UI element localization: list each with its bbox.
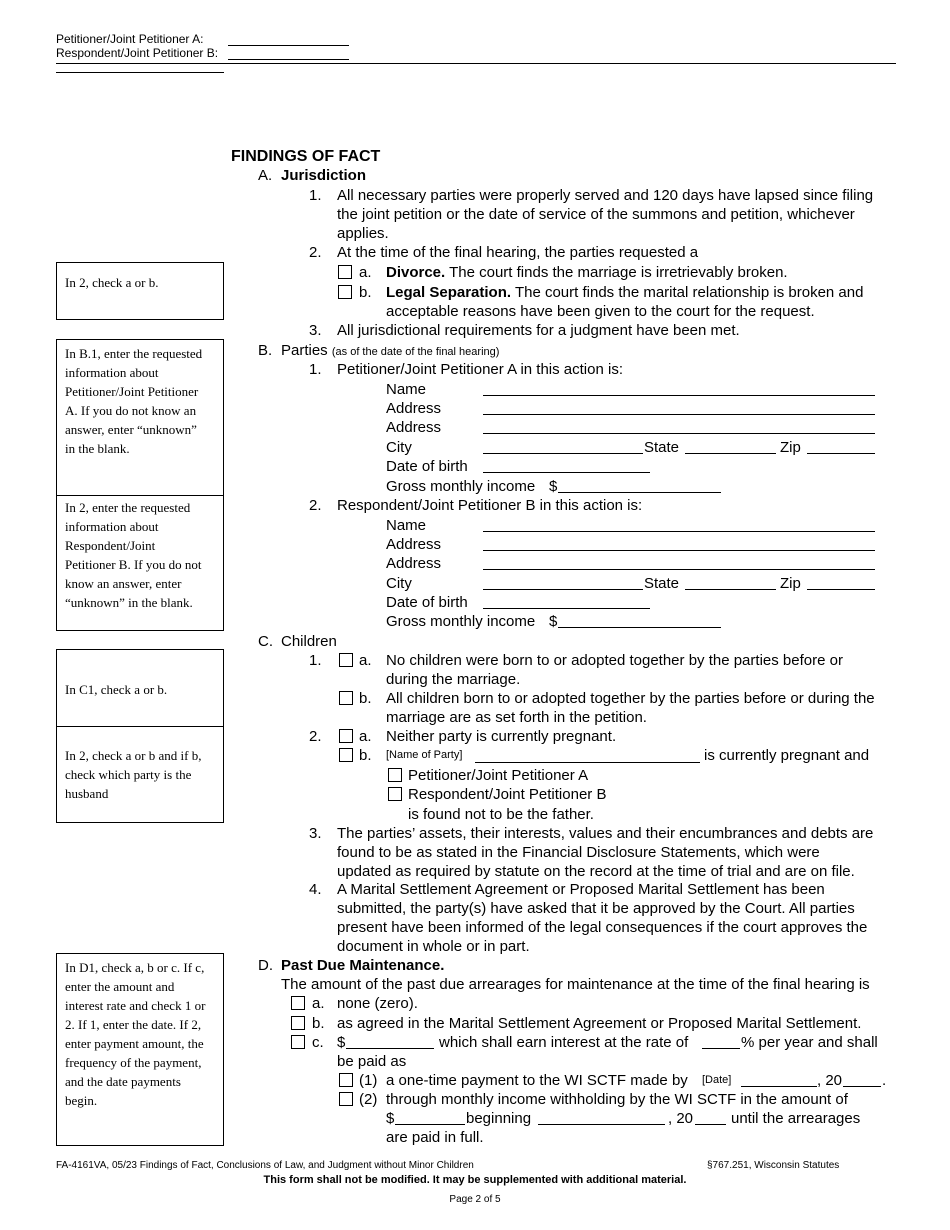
c1b-line2: marriage are as set forth in the petition.	[386, 709, 647, 726]
section-a-heading: Jurisdiction	[281, 167, 367, 184]
note-box-b	[56, 339, 224, 631]
respondent-label: Respondent/Joint Petitioner B:	[56, 46, 219, 60]
b2-zip-field[interactable]	[807, 589, 875, 590]
section-b-sub: (as of the date of the final hearing)	[331, 346, 500, 358]
c3-line2: found to be as stated in the Financial Disclosure Statements, which were	[337, 844, 820, 861]
b2-state-label: State	[644, 575, 680, 592]
legal-separation-checkbox[interactable]	[338, 285, 352, 299]
section-b-title: Parties	[281, 342, 328, 359]
c1b-letter: b.	[359, 690, 372, 707]
a2b-line2: acceptable reasons have been given to the court for the request.	[386, 303, 815, 320]
b1-address1-label: Address	[386, 400, 442, 417]
a2a-bold: Divorce.	[386, 264, 446, 281]
d-c2-line3: are paid in full.	[386, 1129, 484, 1146]
a2a-rest: The court finds the marriage is irretrievably broken.	[445, 264, 788, 281]
d-c1-date-hint: [Date]	[702, 1074, 732, 1086]
b1-num: 1.	[309, 361, 322, 378]
b1-zip-field[interactable]	[807, 453, 875, 454]
father-respondent-label: Respondent/Joint Petitioner B	[408, 786, 607, 803]
b1-state-field[interactable]	[685, 453, 776, 454]
a2b-rest: The court finds the marital relationship is broken and	[511, 284, 864, 301]
note-a2: In 2, check a or b.	[65, 275, 159, 290]
b2-city-label: City	[386, 575, 412, 592]
note-divider	[57, 726, 223, 727]
note-box-d	[56, 953, 224, 1146]
a2b-letter: b.	[359, 284, 372, 301]
father-petitioner-checkbox[interactable]	[388, 768, 402, 782]
c3-line1: The parties’ assets, their interests, values and their encumbrances and debts are	[337, 825, 874, 842]
b2-name-field[interactable]	[483, 531, 875, 532]
c2b-checkbox[interactable]	[339, 748, 353, 762]
statute-ref: §767.251, Wisconsin Statutes	[707, 1160, 840, 1171]
father-text: is found not to be the father.	[408, 806, 594, 823]
b1-zip-label: Zip	[780, 439, 801, 456]
note-divider	[57, 495, 223, 496]
d-c2-amount-field[interactable]	[395, 1124, 465, 1125]
d-a-checkbox[interactable]	[291, 996, 305, 1010]
a2b-text	[386, 283, 863, 302]
c2-num: 2.	[309, 728, 322, 745]
d-c2-checkbox[interactable]	[339, 1092, 353, 1106]
b1-city-field[interactable]	[483, 453, 643, 454]
c2b-text: is currently pregnant and	[704, 747, 870, 764]
b2-num: 2.	[309, 497, 322, 514]
father-petitioner-label: Petitioner/Joint Petitioner A	[408, 767, 589, 784]
petitioner-field[interactable]	[228, 45, 349, 46]
c2a-checkbox[interactable]	[339, 729, 353, 743]
d-c-amount-field[interactable]	[346, 1048, 434, 1049]
b2-address1-label: Address	[386, 536, 442, 553]
b2-address2-field[interactable]	[483, 569, 875, 570]
b1-name-field[interactable]	[483, 395, 875, 396]
father-respondent-checkbox[interactable]	[388, 787, 402, 801]
note-d1: In D1, check a, b or c. If c, enter the amount and interest rate and check 1 or 2. If 1, enter the date. If 2, enter payment amount, the frequency of the payment, and the date payments begin.	[65, 960, 206, 1108]
a2b-bold: Legal Separation.	[386, 284, 512, 301]
c1a-line1: No children were born to or adopted together by the parties before or	[386, 652, 843, 669]
b2-state-field[interactable]	[685, 589, 776, 590]
d-c1-end: .	[882, 1072, 887, 1089]
d-c2-until: until the arrearages	[731, 1110, 861, 1127]
d-c-letter: c.	[312, 1034, 324, 1051]
d-c-checkbox[interactable]	[291, 1035, 305, 1049]
a2-text: At the time of the final hearing, the parties requested a	[337, 244, 699, 261]
d-a-letter: a.	[312, 995, 325, 1012]
divorce-checkbox[interactable]	[338, 265, 352, 279]
section-c-heading: Children	[281, 633, 337, 650]
c2b-name-hint: [Name of Party]	[386, 749, 463, 761]
section-b-letter: B.	[258, 342, 273, 359]
b1-dollar: $	[549, 478, 558, 495]
d-c1-text: a one-time payment to the WI SCTF made by	[386, 1072, 688, 1089]
b1-income-label: Gross monthly income	[386, 478, 536, 495]
c1-num: 1.	[309, 652, 322, 669]
b2-address2-label: Address	[386, 555, 442, 572]
section-d-heading: Past Due Maintenance.	[281, 957, 445, 974]
d-c-text2: % per year and shall	[741, 1034, 878, 1051]
c3-line3: updated as required by statute on the record at the time of trial and are on file.	[337, 863, 855, 880]
c4-line2: submitted, the party(s) have asked that it be approved by the Court. All parties	[337, 900, 855, 917]
b1-dob-label: Date of birth	[386, 458, 468, 475]
b1-text: Petitioner/Joint Petitioner A in this action is:	[337, 361, 623, 378]
b2-dob-label: Date of birth	[386, 594, 468, 611]
b1-city-label: City	[386, 439, 412, 456]
d-c2-text: through monthly income withholding by the WI SCTF in the amount of	[386, 1091, 848, 1108]
d-b-letter: b.	[312, 1015, 325, 1032]
respondent-field[interactable]	[228, 59, 349, 60]
b2-dollar: $	[549, 613, 558, 630]
d-a-text: none (zero).	[337, 995, 418, 1012]
a3-num: 3.	[309, 322, 322, 339]
d-c1-date-field[interactable]	[741, 1086, 817, 1087]
d-c2-year-field[interactable]	[695, 1124, 726, 1125]
b1-income-field[interactable]	[558, 492, 721, 493]
c4-line3: present have been informed of the legal consequences if the court approves the	[337, 919, 868, 936]
note-box-a2	[56, 262, 224, 320]
a2a-text	[386, 263, 788, 282]
d-c2-num: (2)	[359, 1091, 378, 1108]
form-id: FA-4161VA, 05/23 Findings of Fact, Conclusions of Law, and Judgment without Minor Children	[56, 1160, 474, 1171]
a1-line2: the joint petition or the date of service of the summons and petition, whichever	[337, 206, 855, 223]
a3-text: All jurisdictional requirements for a judgment have been met.	[337, 322, 740, 339]
d-c1-year-field[interactable]	[843, 1086, 881, 1087]
section-c-letter: C.	[258, 633, 273, 650]
b2-city-field[interactable]	[483, 589, 643, 590]
b2-address1-field[interactable]	[483, 550, 875, 551]
b1-name-label: Name	[386, 381, 427, 398]
footer-notice: This form shall not be modified. It may be supplemented with additional material.	[263, 1174, 687, 1186]
d-b-checkbox[interactable]	[291, 1016, 305, 1030]
b2-income-field[interactable]	[558, 627, 721, 628]
c3-num: 3.	[309, 825, 322, 842]
d-c2-begin-date-field[interactable]	[538, 1124, 665, 1125]
header-rule	[56, 63, 896, 64]
c4-num: 4.	[309, 881, 322, 898]
a1-line1: All necessary parties were properly served and 120 days have lapsed since filing	[337, 187, 874, 204]
d-c1-checkbox[interactable]	[339, 1073, 353, 1087]
b1-dob-field[interactable]	[483, 472, 650, 473]
c1a-checkbox[interactable]	[339, 653, 353, 667]
note-c2: In 2, check a or b and if b, check which party is the husband	[65, 748, 202, 801]
section-b-heading	[281, 341, 499, 362]
d-c2-beginning: beginning	[466, 1110, 532, 1127]
b2-dob-field[interactable]	[483, 608, 650, 609]
d-c-dollar: $	[337, 1034, 346, 1051]
a2a-letter: a.	[359, 264, 372, 281]
section-a-letter: A.	[258, 167, 273, 184]
b2-name-label: Name	[386, 517, 427, 534]
d-c1-comma: , 20	[817, 1072, 843, 1089]
page-title: FINDINGS OF FACT	[231, 148, 381, 165]
c2a-text: Neither party is currently pregnant.	[386, 728, 617, 745]
section-d-letter: D.	[258, 957, 273, 974]
d-c2-comma: , 20	[668, 1110, 694, 1127]
d-c-line2: be paid as	[337, 1053, 407, 1070]
b2-text: Respondent/Joint Petitioner B in this action is:	[337, 497, 643, 514]
d-b-text: as agreed in the Marital Settlement Agreement or Proposed Marital Settlement.	[337, 1015, 862, 1032]
c4-line4: document in whole or in part.	[337, 938, 530, 955]
c1a-line2: during the marriage.	[386, 671, 521, 688]
note-b2: In 2, enter the requested information about Respondent/Joint Petitioner B. If you do not know an answer, enter “unknown” in the blank.	[65, 500, 202, 610]
c1b-line1: All children born to or adopted together by the parties before or during the	[386, 690, 875, 707]
d-c1-num: (1)	[359, 1072, 378, 1089]
case-number-field[interactable]	[56, 72, 224, 73]
c1b-checkbox[interactable]	[339, 691, 353, 705]
c1a-letter: a.	[359, 652, 372, 669]
a1-num: 1.	[309, 187, 322, 204]
b2-zip-label: Zip	[780, 575, 801, 592]
d-c2-dollar: $	[386, 1110, 395, 1127]
a2-num: 2.	[309, 244, 322, 261]
b1-address1-field[interactable]	[483, 414, 875, 415]
a1-line3: applies.	[337, 225, 389, 242]
note-box-c	[56, 649, 224, 823]
c2a-letter: a.	[359, 728, 372, 745]
note-c1: In C1, check a or b.	[65, 682, 168, 697]
note-b1: In B.1, enter the requested information about Petitioner/Joint Petitioner A. If you do not know an answer, enter “unknown” in the blank.	[65, 346, 203, 456]
d-intro: The amount of the past due arrearages for maintenance at the time of the final hearing is	[281, 976, 870, 993]
c2b-name-field[interactable]	[475, 762, 700, 763]
page-number: Page 2 of 5	[449, 1194, 501, 1205]
d-c-rate-field[interactable]	[702, 1048, 740, 1049]
d-c-text1: which shall earn interest at the rate of	[439, 1034, 689, 1051]
petitioner-label: Petitioner/Joint Petitioner A:	[56, 32, 204, 46]
b1-address2-label: Address	[386, 419, 442, 436]
c4-line1: A Marital Settlement Agreement or Proposed Marital Settlement has been	[337, 881, 825, 898]
b1-state-label: State	[644, 439, 680, 456]
c2b-letter: b.	[359, 747, 372, 764]
b1-address2-field[interactable]	[483, 433, 875, 434]
b2-income-label: Gross monthly income	[386, 613, 536, 630]
